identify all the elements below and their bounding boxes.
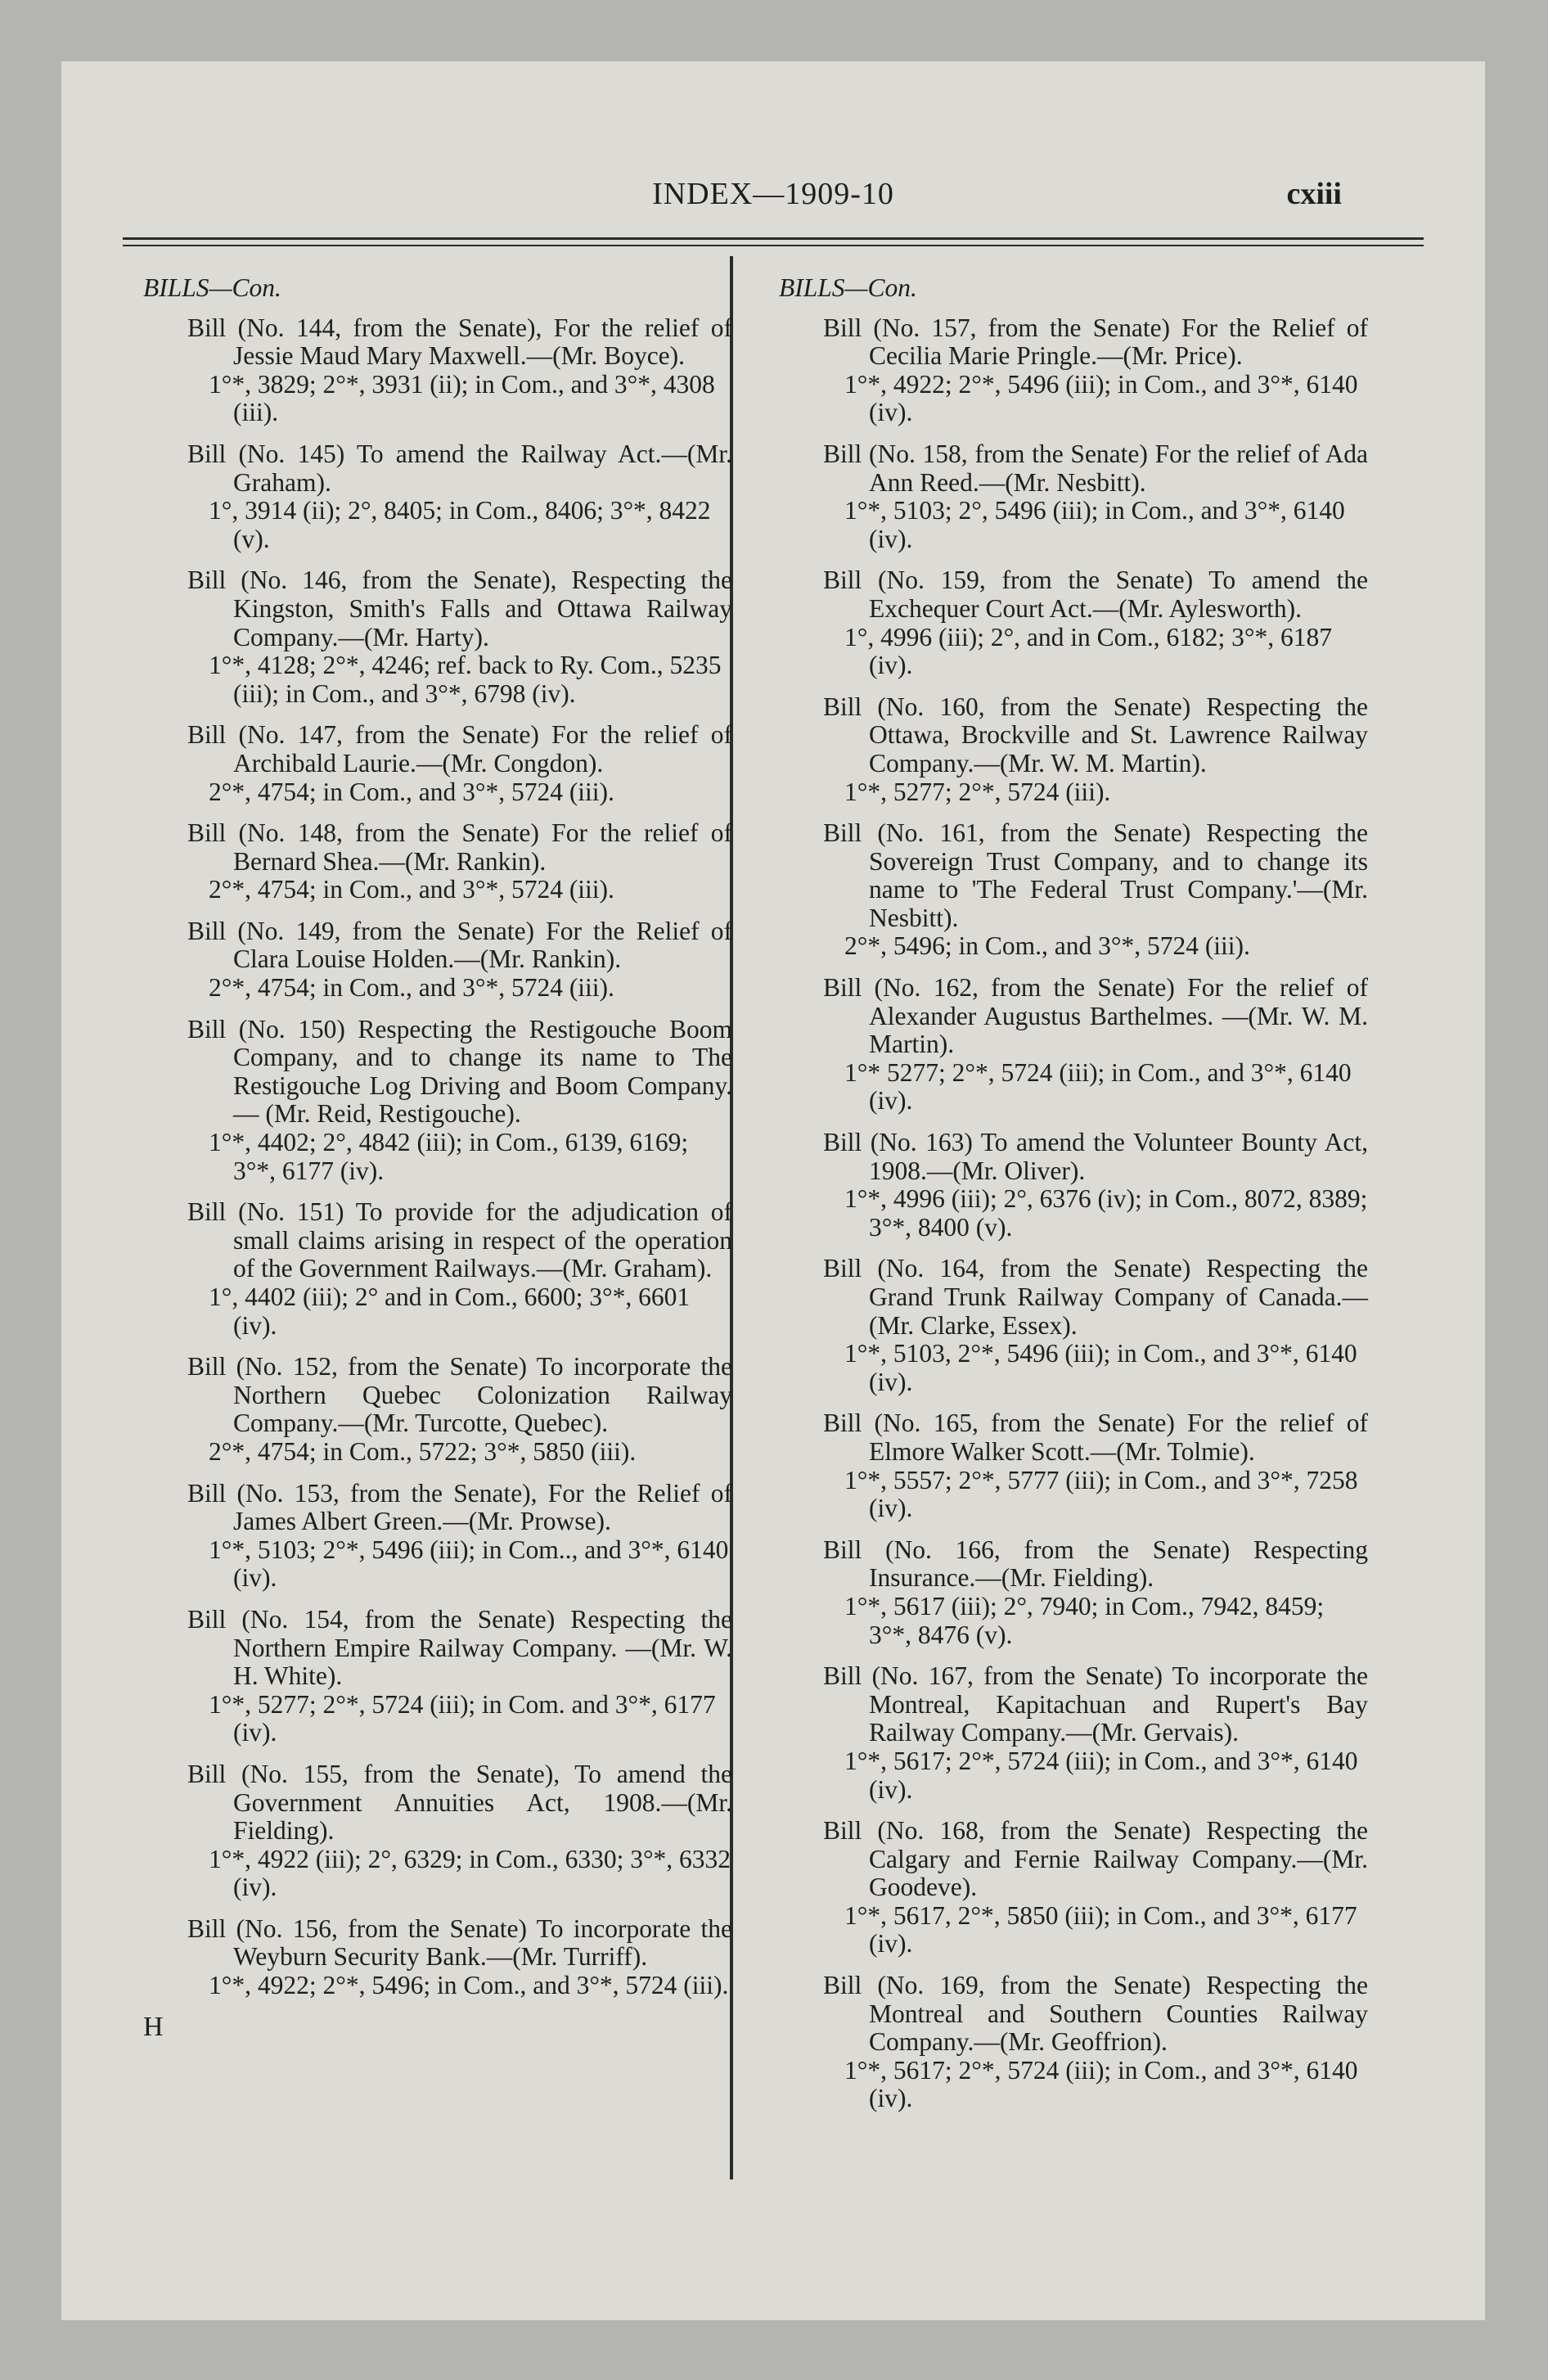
bill-title: Bill (No. 152, from the Senate) To incorporate the Northern Quebec Colonization Railway Company.—(Mr. Turcotte, Quebec). — [187, 1352, 732, 1438]
bill-title: Bill (No. 162, from the Senate) For the relief of Alexander Augustus Barthelmes. —(Mr. W. M. Martin). — [823, 973, 1368, 1059]
bill-references: 1°*, 5277; 2°*, 5724 (iii). — [844, 777, 1111, 806]
index-entry — [779, 566, 1368, 679]
index-entry — [779, 819, 1368, 961]
bill-title: Bill (No. 150) Respecting the Restigouche Boom Company, and to change its name to The Restigouche Log Driving and Boom Company. — (Mr. Reid, Restigouche). — [187, 1014, 732, 1129]
index-entry — [779, 693, 1368, 806]
bill-title: Bill (No. 165, from the Senate) For the relief of Elmore Walker Scott.—(Mr. Tolmie). — [823, 1409, 1368, 1466]
page-header — [61, 176, 1485, 225]
bill-references: 1°, 4996 (iii); 2°, and in Com., 6182; 3°*, 6187 (iv). — [844, 622, 1333, 680]
index-entry — [143, 314, 732, 427]
bill-title: Bill (No. 153, from the Senate), For the Relief of James Albert Green.—(Mr. Prowse). — [187, 1478, 732, 1536]
index-entry — [779, 1536, 1368, 1649]
scanned-page — [61, 61, 1485, 2320]
index-entry — [143, 1915, 732, 2000]
page-number: cxiii — [1286, 177, 1342, 211]
left-entries — [143, 314, 732, 2000]
bill-title: Bill (No. 163) To amend the Volunteer Bounty Act, 1908.—(Mr. Oliver). — [823, 1128, 1368, 1185]
index-entry — [779, 440, 1368, 553]
bill-references: 2°*, 4754; in Com., and 3°*, 5724 (iii). — [209, 973, 614, 1003]
index-entry — [143, 566, 732, 708]
bill-references: 1°*, 5617, 2°*, 5850 (iii); in Com., and 3°*, 6177 (iv). — [844, 1900, 1357, 1959]
bill-title: Bill (No. 167, from the Senate) To incorporate the Montreal, Kapitachuan and Rupert's Bay Railway Company.—(Mr. Gervais). — [823, 1661, 1368, 1747]
bill-title: Bill (No. 160, from the Senate) Respecting the Ottawa, Brockville and St. Lawrence Railway Company.—(Mr. W. M. Martin). — [823, 692, 1368, 778]
index-entry — [143, 721, 732, 806]
bill-references: 1°*, 4996 (iii); 2°, 6376 (iv); in Com., 8072, 8389; 3°*, 8400 (v). — [844, 1184, 1368, 1242]
index-entry — [779, 1972, 1368, 2113]
bill-references: 1°*, 4922; 2°*, 5496 (iii); in Com., and 3°*, 6140 (iv). — [844, 369, 1358, 427]
bill-title: Bill (No. 148, from the Senate) For the relief of Bernard Shea.—(Mr. Rankin). — [187, 818, 732, 876]
index-entry — [143, 1353, 732, 1466]
index-entry — [779, 1255, 1368, 1396]
bill-references: 1°*, 4922; 2°*, 5496; in Com., and 3°*, 5724 (iii). — [209, 1971, 729, 2000]
bill-title: Bill (No. 156, from the Senate) To incorporate the Weyburn Security Bank.—(Mr. Turriff). — [187, 1913, 732, 1972]
bill-references: 1°*, 5277; 2°*, 5724 (iii); in Com. and 3°*, 6177 (iv). — [209, 1689, 716, 1747]
bill-references: 1°*, 5617; 2°*, 5724 (iii); in Com., and 3°*, 6140 (iv). — [844, 1746, 1358, 1804]
bill-references: 2°*, 4754; in Com., 5722; 3°*, 5850 (iii). — [209, 1436, 637, 1466]
index-entry — [779, 1817, 1368, 1959]
bill-title: Bill (No. 146, from the Senate), Respecting the Kingston, Smith's Falls and Ottawa Railway Company.—(Mr. Harty). — [187, 566, 732, 651]
bill-references: 1°*, 5103, 2°*, 5496 (iii); in Com., and 3°*, 6140 (iv). — [844, 1339, 1357, 1396]
index-entry — [143, 1480, 732, 1593]
bill-references: 2°*, 4754; in Com., and 3°*, 5724 (iii). — [209, 875, 614, 904]
bill-references: 2°*, 4754; in Com., and 3°*, 5724 (iii). — [209, 777, 614, 806]
index-entry — [779, 1662, 1368, 1804]
bill-references: 1°*, 4922 (iii); 2°, 6329; in Com., 6330; 3°*, 6332 (iv). — [209, 1844, 731, 1902]
column-heading: BILLS—Con. — [143, 273, 281, 302]
bill-references: 1°*, 5103; 2°*, 5496 (iii); in Com.., and 3°*, 6140 (iv). — [209, 1535, 729, 1593]
index-entry — [779, 1129, 1368, 1242]
bill-title: Bill (No. 161, from the Senate) Respecting the Sovereign Trust Company, and to change its name to 'The Federal Trust Company.'—(Mr. Nesbitt). — [823, 818, 1368, 932]
bill-title: Bill (No. 155, from the Senate), To amend the Government Annuities Act, 1908.—(Mr. Fielding). — [187, 1759, 732, 1846]
index-entry — [143, 819, 732, 904]
right-column — [779, 274, 1368, 2126]
bill-title: Bill (No. 159, from the Senate) To amend the Exchequer Court Act.—(Mr. Aylesworth). — [823, 566, 1368, 623]
index-entry — [779, 1409, 1368, 1522]
running-title: INDEX—1909-10 — [652, 177, 894, 211]
bill-references: 1°*, 5103; 2°, 5496 (iii); in Com., and 3°*, 6140 (iv). — [844, 496, 1345, 553]
left-column — [143, 274, 732, 2041]
right-entries — [779, 314, 1368, 2113]
bill-title: Bill (No. 147, from the Senate) For the relief of Archibald Laurie.—(Mr. Congdon). — [187, 720, 732, 778]
bill-title: Bill (No. 169, from the Senate) Respecting the Montreal and Southern Counties Railway Company.—(Mr. Geoffrion). — [823, 1971, 1368, 2057]
header-rule — [123, 237, 1424, 240]
bill-title: Bill (No. 164, from the Senate) Respecting the Grand Trunk Railway Company of Canada.—(Mr. Clarke, Essex). — [823, 1254, 1368, 1340]
bill-references: 1°*, 4128; 2°*, 4246; ref. back to Ry. Com., 5235 (iii); in Com., and 3°*, 6798 (iv). — [209, 651, 722, 708]
bill-title: Bill (No. 168, from the Senate) Respecting the Calgary and Fernie Railway Company.—(Mr. Goodeve). — [823, 1816, 1368, 1902]
bill-title: Bill (No. 154, from the Senate) Respecting the Northern Empire Railway Company. —(Mr. W. H. White). — [187, 1604, 732, 1691]
bill-title: Bill (No. 166, from the Senate) Respecting Insurance.—(Mr. Fielding). — [823, 1535, 1368, 1593]
bill-references: 1°*, 3829; 2°*, 3931 (ii); in Com., and 3°*, 4308 (iii). — [209, 369, 715, 427]
bill-references: 1°, 4402 (iii); 2° and in Com., 6600; 3°*, 6601 (iv). — [209, 1282, 691, 1340]
bill-title: Bill (No. 157, from the Senate) For the Relief of Cecilia Marie Pringle.—(Mr. Price). — [823, 313, 1368, 371]
bill-title: Bill (No. 144, from the Senate), For the relief of Jessie Maud Mary Maxwell.—(Mr. Boyce). — [187, 313, 732, 371]
bill-title: Bill (No. 145) To amend the Railway Act.—(Mr. Graham). — [187, 439, 732, 497]
bill-title: Bill (No. 158, from the Senate) For the relief of Ada Ann Reed.—(Mr. Nesbitt). — [823, 439, 1368, 497]
bill-references: 1°, 3914 (ii); 2°, 8405; in Com., 8406; 3°*, 8422 (v). — [209, 496, 711, 553]
index-entry — [143, 440, 732, 553]
column-heading: BILLS—Con. — [779, 273, 917, 302]
index-entry — [779, 974, 1368, 1116]
bill-references: 1°*, 5557; 2°*, 5777 (iii); in Com., and 3°*, 7258 (iv). — [844, 1465, 1358, 1523]
bill-references: 1°* 5277; 2°*, 5724 (iii); in Com., and 3°*, 6140 (iv). — [844, 1057, 1352, 1116]
index-entry — [143, 1606, 732, 1747]
bill-references: 1°*, 4402; 2°, 4842 (iii); in Com., 6139, 6169; 3°*, 6177 (iv). — [209, 1128, 689, 1185]
index-entry — [779, 314, 1368, 427]
bill-references: 1°*, 5617; 2°*, 5724 (iii); in Com., and 3°*, 6140 (iv). — [844, 2055, 1358, 2113]
index-entry — [143, 1198, 732, 1340]
index-entry — [143, 1016, 732, 1186]
bill-title: Bill (No. 151) To provide for the adjudication of small claims arising in respect of the operation of the Government Railways.—(Mr. Graham). — [187, 1197, 732, 1283]
header-rule-secondary — [123, 245, 1424, 246]
index-entry — [143, 917, 732, 1003]
index-entry — [143, 1760, 732, 1902]
bill-references: 1°*, 5617 (iii); 2°, 7940; in Com., 7942, 8459; 3°*, 8476 (v). — [844, 1591, 1325, 1649]
bill-references: 2°*, 5496; in Com., and 3°*, 5724 (iii). — [844, 931, 1250, 961]
bill-title: Bill (No. 149, from the Senate) For the Relief of Clara Louise Holden.—(Mr. Rankin). — [187, 916, 732, 974]
signature-letter: H — [143, 2011, 164, 2042]
